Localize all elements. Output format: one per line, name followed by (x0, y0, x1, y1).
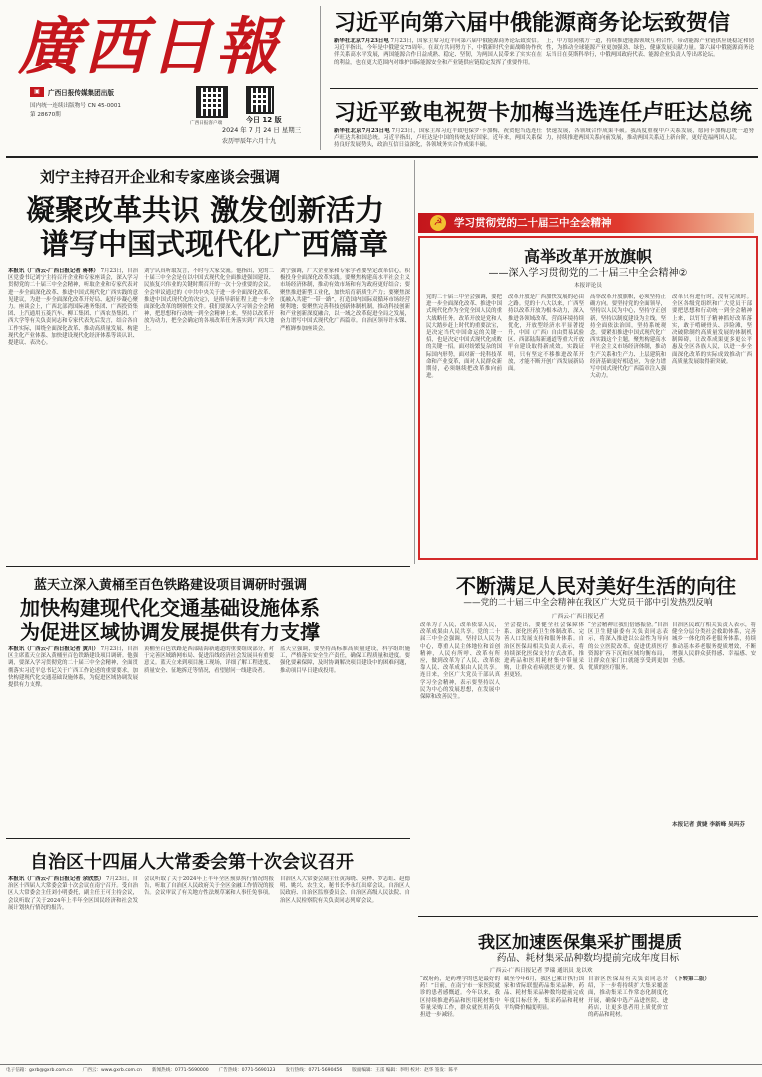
study-section-banner-text: 学习贯彻党的二十届三中全会精神 (454, 217, 612, 229)
party-members-reporters: 本报记者 黄婕 李新峰 吴玛芬 (672, 822, 745, 828)
top-story-1-text-left: 7月23日，国家主席习近平向第六届中俄能源商务论坛致贺信。习近平指出，今年是中俄建交75周年。在双方共同努力下，中俄新时代全面战略协作伙伴关系高水平发展，两国能源合作日益成熟、稳定、坚韧，为两国人民带来了实实在在的利益，也在更大范围内对维护国际能源安全和产业链供应链稳定发挥了重要作用。 (334, 38, 542, 66)
footer-item: 发行热线：0771-5690456 (285, 1068, 343, 1073)
top-story-2-dateline: 新华社北京7月23日电 (334, 128, 390, 134)
masthead-logo: 廣西日報 (18, 10, 283, 83)
railway-story-text-col1: 7月23日，自治区主席蓝天立深入黄桶至百色铁路建设项目调研。他强调，要深入学习贯彻党的二十届三中全会精神，全面贯彻落实习近平总书记关于广西工作论述的重要要求，加快构建现代化交通基础设施体系，为促进区域协调发展提供有力支撑。 (8, 646, 138, 689)
standing-committee-col3: 自治区人大常委会副主任黄海晓、莫桦、罗志虹、赵德明、姚兴、农生文，秘书长李永红出席会议。自治区人民政府、自治区监察委员会、自治区高级人民法院、自治区人民检察院有关负责同志列席会议。 (280, 876, 410, 904)
railway-story-dateline: 本报讯（广西云-广西日报记者 黄川） (8, 646, 99, 652)
lead-story-col2: 刘宁认真听取发言，不时与大家交流。他指出，党的二十届三中全会是在以中国式现代化全面推进强国建设、民族复兴伟业的关键时期召开的一次十分重要的会议。全会审议通过的《中共中央关于进一步全面深化改革、推进中国式现代化的决定》，是指导新征程上进一步全面深化改革的纲领性文件。我们要深入学习领会全会精神，把思想和行动统一到全会精神上来，坚持以改革开放为动力，把全会确定的各项改革任务落实到广西大地上。 (144, 268, 274, 332)
medical-story-headline: 我区加速医保集采扩围提质 (478, 933, 682, 953)
top-story-2-text-left: 7月23日，国家主席习近平致电保罗·卡加梅，祝贺他当选连任卢旺达共和国总统。习近平指出，卢旺达是中国的传统友好国家。近年来，两国关系保持良好发展势头，政治互信日益深化，各领域务实合作成果丰硕。 (334, 128, 542, 149)
party-members-byline: 广西云-广西日报记者 (552, 614, 605, 620)
lead-story-col3: 刘宁强调，广大企业家和专家学者要坚定改革信心，积极投身全面深化改革实践。要聚焦构建高水平社会主义市场经济体制，推动有效市场和有为政府更好结合；要聚焦推进新型工业化，加快培育新质生产力；要聚焦深度融入共建“一带一路”，打造国内国际双循环市场经营便利地；要聚焦完善科技创新体制机制，推动科技创新和产业创新深度融合，以一域之改革促进全局之发展，奋力谱写中国式现代化广西篇章。自治区领导许永锞、严植婵参加座谈会。 (280, 268, 410, 332)
railway-story-headline-line1: 加快构建现代化交通基础设施体系 (20, 596, 320, 620)
railway-story-headline-line2: 为促进区域协调发展提供有力支撑 (20, 620, 320, 644)
railway-story-kicker: 蓝天立深入黄桶至百色铁路建设项目调研时强调 (34, 578, 308, 593)
standing-committee-col2: 会议听取了关于2024年上半年全区预算执行情况的报告，听取了自治区人民政府关于全区金融工作情况的报告。会议审议了有关地方性法规草案和人事任免事项。 (144, 876, 274, 897)
top-story-1-body-right: 上，中方愿同俄方一道，持续推进能源领域互利合作，带动能源产业链供应链稳定和韧性，为推动全球能源产业更加强劲、绿色、健康发展贡献力量。第六届中俄能源商务论坛当日在莫斯科举行，中俄两国政府代表、能源企业负责人等出席论坛。 (546, 38, 754, 59)
medical-story-col1: “政府药，是药理学的也是最好的药！”日前，在南宁市一家医院就诊的患者感慨道。今年以来，我区持续推进药品和医用耗材集中带量采购工作，群众就医用药负担进一步减轻。 (420, 976, 500, 1019)
editorial-col1: 党的二十届三中全会强调，要把进一步全面深化改革、推进中国式现代化作为全党全国人民的重大战略任务。改革开放是党和人民大踏步赶上时代的重要法宝，是决定当代中国命运的关键一招，也是决定中国式现代化成败的关键一招。面对纷繁复杂的国际国内形势，面对新一轮科技革命和产业变革，面对人民群众新期待，必须继续把改革推向前进。 (426, 294, 502, 380)
footer-item: 新闻热线：0771-5690000 (151, 1068, 209, 1073)
medical-story-continued: （下转第二版） (672, 976, 710, 982)
editorial-col4: 改革只有进行时，没有完成时。全区各级党组织和广大党员干部要把思想和行动统一到全会精神上来，以钉钉子精神抓好改革落实，敢于啃硬骨头、涉险滩，坚决破除制约高质量发展的体制机制障碍，让改革成果更多更公平惠及全区各族人民，以进一步全面深化改革的实际成效推动广西高质量发展取得新突破。 (672, 294, 752, 365)
lead-story-dateline: 本报讯（广西云-广西日报记者 蒋林） (8, 268, 99, 274)
publication-date: 2024 年 7 月 24 日 星期三 (222, 126, 301, 134)
railway-story-col3: 蓝天立强调，要坚持高标准高质量建设，科学组织施工，严格落实安全生产责任，确保工程质量和进度。要强化要素保障，及时协调解决项目建设中的困难问题，推动项目早日建成投用。 (280, 646, 410, 674)
footer-item: 版面编辑：王雷 编辑：李明 校对：赵华 签发：陈平 (352, 1068, 458, 1073)
publisher-line (30, 86, 114, 98)
medical-story-subtitle: 药品、耗材集采品种数均提前完成年度目标 (496, 953, 680, 964)
party-members-subtitle: ——党的二十届三中全会精神在我区广大党员干部中引发热烈反响 (463, 598, 713, 608)
lead-story-col1 (8, 268, 138, 554)
qr-label: 广西日报客户端 (190, 121, 223, 126)
railway-story-col2: 黄桶至百色铁路是西部陆海新通道的重要组成部分，对于完善区域路网布局、促进沿线经济社会发展具有重要意义。蓝天立来到项目施工现场，详细了解工程进度、质量安全、征地拆迁等情况，看望慰问一线建设者。 (144, 646, 274, 674)
medical-story-col3: 自治区医保局有关负责同志介绍，下一步将持续扩大集采覆盖面，推动集采工作常态化制度化开展，确保中选产品进医院、进药店，让更多患者用上质优价宜的药品和耗材。 (588, 976, 668, 1019)
party-members-col3: “全会精神让我们倍感振奋。”自治区卫生健康委有关负责同志表示，将深入推进以公益性为导向的公立医院改革，促进优质医疗资源扩容下沉和区域均衡布局，让群众在家门口就能享受到更加优质的医疗服务。 (588, 622, 668, 672)
lead-story-headline-line1: 凝聚改革共识 激发创新活力 (26, 193, 385, 227)
top-story-1-dateline: 新华社北京7月23日电 (334, 38, 389, 44)
editorial-col3: 高举改革开放旗帜，必须坚持正确方向。要坚持党的全面领导，坚持以人民为中心，坚持守正创新，坚持以制度建设为主线，坚持全面依法治国，坚持系统观念。要紧扣推进中国式现代化广西实践这个主题，聚焦构建高水平社会主义市场经济体制，推动生产关系和生产力、上层建筑和经济基础更好相适应，为奋力谱写中国式现代化广西篇章注入强大动力。 (590, 294, 666, 380)
qr-code-icon (196, 86, 228, 118)
party-members-headline: 不断满足人民对美好生活的向往 (456, 574, 736, 598)
lead-story-kicker: 刘宁主持召开企业和专家座谈会强调 (40, 168, 281, 186)
issue-number: 第 28670期 (30, 112, 61, 118)
editorial-byline: 本报评论员 (574, 283, 602, 289)
medical-story-col2: 截至今年6月，我区已累计执行国家和省际联盟药品集采品种，药品、耗材集采品种数均提前完成年度目标任务，集采药品和耗材平均降价幅度明显。 (504, 976, 584, 1011)
editorial-col2: 改革开放是广西加快发展的必由之路。党的十八大以来，广西坚持以改革开放为根本动力，深入推进各领域改革，营商环境持续优化，开放型经济水平显著提升，中国（广西）自由贸易试验区、西部陆海新通道等重大开放平台建设取得新成效。实践证明，只有坚定不移推进改革开放，才能不断开创广西发展新局面。 (508, 294, 584, 373)
party-members-col2: 全会提出，要健全社会保障体系、深化医药卫生体制改革、完善人口发展支持和服务体系。自治区医保局相关负责人表示，将持续深化医保支付方式改革，推进药品和医用耗材集中带量采购，让群众看病就医更方便、负担更轻。 (504, 622, 584, 679)
editorial-title: 高举改革开放旗帜 (523, 247, 652, 266)
footer-item: 电子信箱：gxrb@gxrb.com.cn (6, 1068, 73, 1073)
medical-story-byline: 广西云-广西日报记者 罗瑞 通讯员 龙以欢 (490, 968, 593, 974)
footer-item: 广告热线：0771-5690123 (218, 1068, 276, 1073)
standing-committee-dateline: 本报讯（广西云-广西日报记者 余欣然） (8, 876, 105, 882)
standing-committee-text-col1: 7月23日，自治区十四届人大常委会第十次会议在南宁召开。受自治区人大常委会主任刘小明委托，副主任王可主持会议，会议听取了关于2024年上半年全区国民经济和社会发展计划执行情况的报告。 (8, 876, 138, 911)
page-footer (0, 1064, 762, 1077)
standing-committee-col1 (8, 876, 138, 1058)
qr-code-icon (246, 86, 274, 114)
cn-number: 国内统一连续出版物号 CN 45-0001 (30, 103, 121, 109)
today-pages: 今日 12 版 (246, 116, 282, 124)
lead-story-text-col1: 7月23日，自治区党委书记刘宁主持召开企业和专家座谈会，深入学习贯彻党的二十届三中全会精神，听取企业和专家代表对进一步全面深化改革、推进中国式现代化广西实践的意见建议，为进一步全面深化改革开好局、起好步凝心聚力。座谈会上，广西北部湾国际港务集团、广西投资集团、上汽通用五菱汽车、柳工集团、广西农垦集团、广西大学等有关负责同志和专家代表先后发言，结合各自工作实际，围绕全面深化改革、推动高质量发展、构建现代化产业体系、加快建设现代化经济体系等谈认识、提建议、表决心。 (8, 268, 138, 347)
group-logo-icon: ▣ (30, 87, 44, 97)
lead-story-headline-line2: 谱写中国式现代化广西篇章 (40, 227, 389, 261)
footer-item: 广西云：www.gxrb.com.cn (82, 1068, 142, 1073)
party-members-col1: 改革为了人民，改革依靠人民，改革成果由人民共享。党的二十届三中全会强调，坚持以人民为中心，尊重人民主体地位和首创精神，人民有所呼、改革有所应，做到改革为了人民、改革依靠人民、改革成果由人民共享。连日来，全区广大党员干部认真学习全会精神，表示要坚持以人民为中心的发展思想，在发展中保障和改善民生。 (420, 622, 500, 701)
railway-story-col1 (8, 646, 138, 826)
lunar-date: 农历甲辰年六月十九 (222, 138, 277, 145)
publisher-name: 广西日报传媒集团出版 (48, 89, 114, 97)
top-story-2-body-right: 快速发展，各领域合作成果丰硕。我高度重视中卢关系发展，愿同卡加梅总统一道努力，持续推进两国关系向前发展，推动两国关系迈上新台阶，更好造福两国人民。 (546, 128, 754, 142)
party-members-col4: 自治区民政厅相关负责人表示，将健全分层分类社会救助体系，完善城乡一体化的养老服务体系，持续推动基本养老服务提质增效，不断增强人民群众获得感、幸福感、安全感。 (672, 622, 756, 665)
top-story-1-headline: 习近平向第六届中俄能源商务论坛致贺信 (334, 11, 731, 36)
party-emblem-icon: ☭ (430, 215, 446, 231)
top-story-2-body-left (334, 128, 542, 152)
editorial-subtitle: ——深入学习贯彻党的二十届三中全会精神② (488, 268, 688, 279)
top-story-2-headline: 习近平致电祝贺卡加梅当选连任卢旺达总统 (334, 101, 753, 126)
standing-committee-headline: 自治区十四届人大常委会第十次会议召开 (30, 852, 354, 873)
